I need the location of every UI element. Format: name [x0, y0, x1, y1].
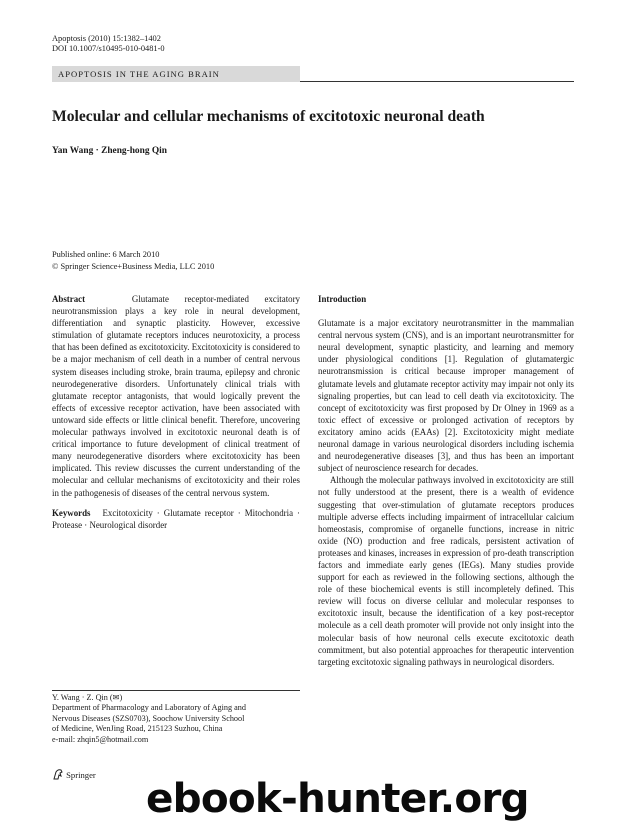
right-column	[318, 293, 574, 668]
doi: DOI 10.1007/s10495-010-0481-0	[52, 44, 165, 53]
section-divider	[300, 81, 574, 82]
affiliation-dept-line1: Department of Pharmacology and Laboratory of Aging and	[52, 703, 246, 713]
affiliation-divider	[52, 690, 300, 691]
abstract-label: Abstract	[52, 294, 86, 304]
keywords-label: Keywords	[52, 507, 91, 518]
copyright: © Springer Science+Business Media, LLC 2010	[52, 261, 215, 271]
affiliation-dept-line3: of Medicine, WenJing Road, 215123 Suzhou, China	[52, 724, 223, 734]
keywords-text: Excitotoxicity · Glutamate receptor · Mitochondria · Protease · Neurological disorder	[52, 507, 300, 530]
journal-citation: Apoptosis (2010) 15:1382–1402	[52, 34, 161, 43]
introduction-heading: Introduction	[318, 294, 367, 304]
introduction-paragraph-2: Although the molecular pathways involved in excitotoxicity are still not fully understood at the present, there is a wealth of evidence suggesting that over-stimulation of glutamate receptors produces multiple adverse effects including impairment of intracellular calcium homeostasis, compromise of organelle functions, increase in nitric oxide (NO) production and free radicals, persistent activation of proteases and kinases, increases in expression of pro-death transcription factors and immediate early genes (IEGs). Many studies provide support for each as reviewed in the following sections, although the role of these biochemical events is still incompletely defined. This review will focus on diverse cellular and molecular responses to excitotoxic insult, because the identification of a key post-receptor molecule as a cell death promoter will provide not only insight into the molecular basis of how neuronal cells execute excitotoxic death commitment, but also potential approaches for therapeutic intervention targeting excitotoxic signaling pathways in neurological disorders.	[318, 475, 574, 667]
left-column	[52, 293, 300, 531]
article-title: Molecular and cellular mechanisms of excitotoxic neuronal death	[52, 108, 485, 125]
published-date: Published online: 6 March 2010	[52, 250, 160, 259]
article-authors: Yan Wang · Zheng-hong Qin	[52, 146, 167, 156]
affiliation-email: e-mail: zhqin5@hotmail.com	[52, 734, 149, 744]
springer-logo	[52, 768, 96, 781]
affiliation-dept-line2: Nervous Diseases (SZS0703), Soochow University School	[52, 713, 245, 723]
springer-horse-icon	[52, 768, 64, 781]
abstract	[52, 293, 300, 499]
publication-info	[52, 249, 214, 272]
section-label: APOPTOSIS IN THE AGING BRAIN	[52, 66, 300, 82]
affiliation-names: Y. Wang · Z. Qin (✉)	[52, 693, 123, 702]
keywords	[52, 507, 300, 531]
watermark: ebook-hunter.org	[146, 774, 529, 822]
affiliation	[52, 693, 246, 745]
publisher-name: Springer	[66, 770, 96, 780]
abstract-text: Glutamate receptor-mediated excitatory neurotransmission plays a key role in neural development, differentiation and synaptic plasticity. However, excessive stimulation of glutamate receptors induces neurotoxicity, a process that has been defined as excitotoxicity. Excitotoxicity is considered to be a major mechanism of cell death in a number of central nervous system diseases including stroke, brain trauma, epilepsy and chronic neurodegenerative disorders. Unfortunately clinical trials with glutamate receptor antagonists, that would logically prevent the effects of excessive receptor activation, have been associated with untoward side effects or little clinical benefit. Therefore, uncovering molecular pathways involved in excitotoxic neuronal death is of critical importance to future development of clinical treatment of many neurodegenerative disorders where excitotoxicity has been implicated. This review discusses the current understanding of the molecular and cellular mechanisms of excitotoxicity and their roles in the pathogenesis of diseases of the central nervous system.	[52, 294, 300, 498]
introduction-paragraph-1: Glutamate is a major excitatory neurotransmitter in the mammalian central nervous system (CNS), and is an important neurotransmitter for neural development, synaptic plasticity, and learning and memory under physiological conditions [1]. Regulation of glutamatergic neurotransmission is critical because improper management of glutamate levels and glutamate receptor activity may impair not only its signaling properties, but can lead to cell death via excitotoxicity. The concept of excitotoxicity was first proposed by Dr Olney in 1969 as a toxic effect of excessive or prolonged activation of receptors by excitatory amino acids (EAAs) [2]. Excitotoxicity might mediate neuronal damage in various neurological disorders including ischemia and neurodegenerative diseases [3], and thus has been an important subject of neuroscience research for decades.	[318, 318, 574, 474]
